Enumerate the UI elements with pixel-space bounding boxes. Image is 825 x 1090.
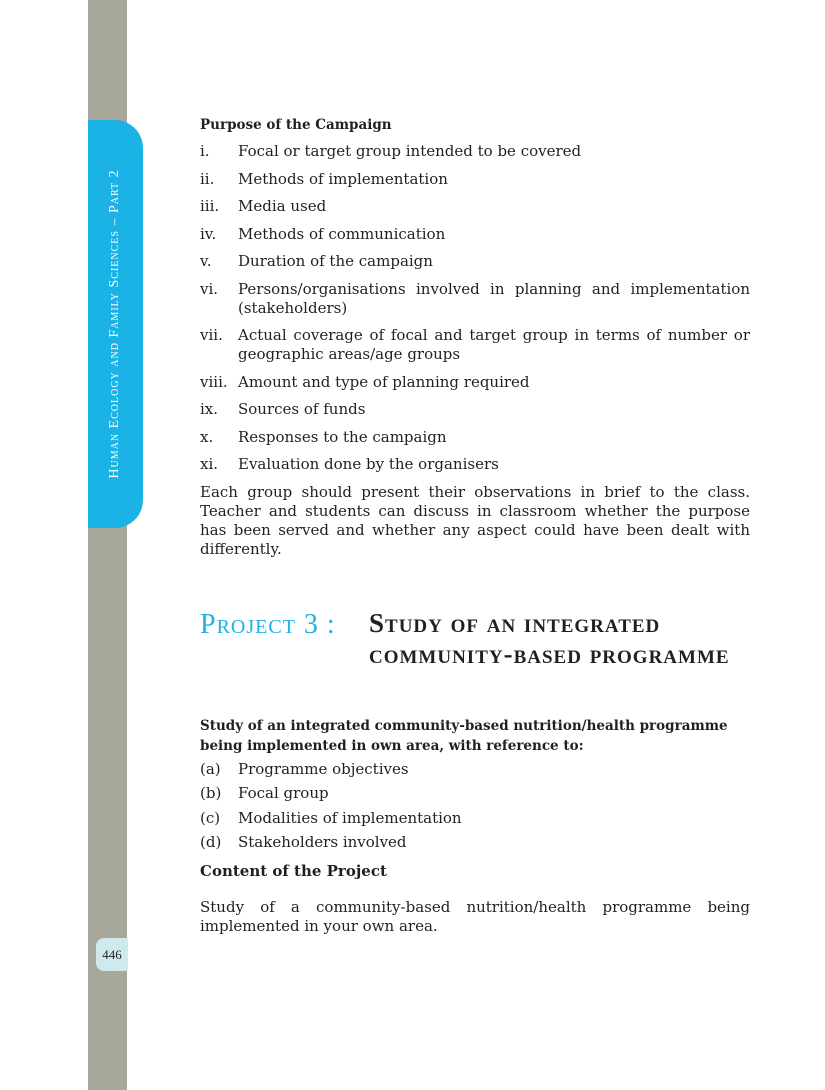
list-number: x. bbox=[200, 427, 214, 446]
list-number: v. bbox=[200, 252, 212, 270]
list-number: ix. bbox=[200, 400, 219, 418]
list-text: Amount and type of planning required bbox=[238, 372, 530, 391]
list-letter: (c) bbox=[200, 808, 221, 827]
list-item bbox=[200, 428, 750, 447]
list-text: Duration of the campaign bbox=[238, 252, 433, 270]
campaign-section bbox=[200, 116, 750, 559]
list-letter: (b) bbox=[200, 784, 222, 803]
list-text: Methods of implementation bbox=[238, 169, 448, 188]
list-letter: (d) bbox=[200, 832, 222, 851]
project-label: Project 3 : bbox=[200, 609, 336, 640]
list-number: iii. bbox=[200, 197, 220, 215]
list-item bbox=[200, 170, 750, 189]
list-item bbox=[200, 142, 750, 161]
list-text: Focal or target group intended to be covered bbox=[238, 142, 582, 160]
content-heading: Content of the Project bbox=[200, 861, 387, 880]
project-intro: Study of an integrated community-based nutrition/health programme being implemented in own area, with reference to: bbox=[200, 718, 728, 754]
list-text: Responses to the campaign bbox=[238, 427, 447, 446]
list-item bbox=[200, 197, 750, 216]
list-text: Media used bbox=[238, 197, 327, 215]
list-text: Modalities of implementation bbox=[238, 808, 462, 827]
list-item bbox=[200, 373, 750, 392]
list-number: vii. bbox=[200, 326, 223, 344]
list-letter: (a) bbox=[200, 760, 221, 778]
list-item bbox=[200, 455, 750, 474]
list-text: Evaluation done by the organisers bbox=[238, 455, 499, 473]
list-text: Methods of communication bbox=[238, 224, 446, 243]
list-number: i. bbox=[200, 142, 210, 160]
campaign-heading: Purpose of the Campaign bbox=[200, 117, 392, 133]
list-text: Focal group bbox=[238, 784, 329, 803]
project-title-block bbox=[200, 608, 760, 670]
list-item bbox=[200, 784, 750, 803]
list-number: xi. bbox=[200, 455, 219, 473]
list-item bbox=[200, 833, 750, 852]
book-title-vertical: Human Ecology and Family Sciences – Part 2 bbox=[107, 169, 122, 479]
list-item bbox=[200, 809, 750, 828]
list-text: Sources of funds bbox=[238, 400, 366, 418]
project-title: Study of an integrated community-based programme bbox=[369, 608, 730, 669]
page-number: 446 bbox=[102, 947, 122, 962]
campaign-list bbox=[200, 142, 750, 474]
list-item bbox=[200, 326, 750, 364]
list-item bbox=[200, 280, 750, 318]
project-section bbox=[200, 716, 750, 936]
campaign-closing-paragraph: Each group should present their observations in brief to the class. Teacher and students can discuss in classroom whether the purpose has been served and whether any aspect could have been dealt with differently. bbox=[200, 482, 750, 558]
list-item bbox=[200, 400, 750, 419]
list-text: Persons/organisations involved in planning and implementation (stakeholders) bbox=[238, 279, 750, 317]
list-number: viii. bbox=[200, 372, 228, 391]
list-number: vi. bbox=[200, 279, 219, 298]
list-item bbox=[200, 252, 750, 271]
list-number: iv. bbox=[200, 224, 217, 243]
list-item bbox=[200, 225, 750, 244]
list-item bbox=[200, 760, 750, 779]
list-text: Programme objectives bbox=[238, 760, 409, 778]
list-text: Actual coverage of focal and target group in terms of number or geographic areas/age groups bbox=[238, 326, 750, 363]
project-list bbox=[200, 760, 750, 852]
content-paragraph: Study of a community-based nutrition/health programme being implemented in your own area. bbox=[200, 897, 750, 935]
list-number: ii. bbox=[200, 169, 215, 188]
list-text: Stakeholders involved bbox=[238, 832, 407, 851]
